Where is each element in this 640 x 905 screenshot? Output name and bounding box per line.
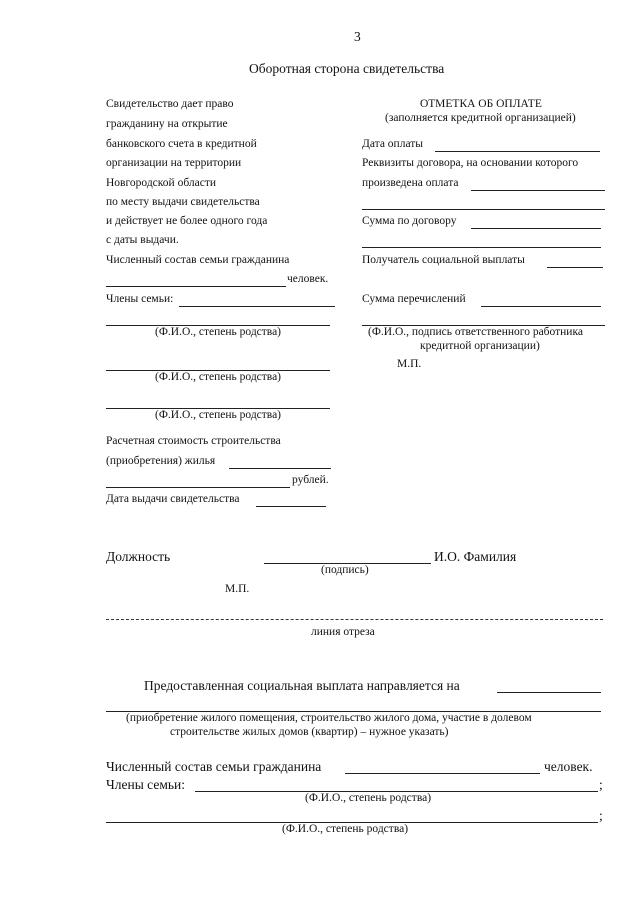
contract-label-2: произведена оплата bbox=[362, 177, 459, 189]
stamp-place: М.П. bbox=[225, 583, 250, 595]
stub-semicolon: ; bbox=[599, 808, 603, 823]
stub-people-label: человек. bbox=[544, 759, 593, 774]
left-text-line: банковского счета в кредитной bbox=[106, 138, 257, 150]
members-label: Члены семьи: bbox=[106, 293, 174, 305]
issue-date-label: Дата выдачи свидетельства bbox=[106, 493, 240, 505]
payment-direction-label: Предоставленная социальная выплата направляется на bbox=[144, 678, 460, 693]
cost-amount-field[interactable] bbox=[106, 487, 290, 488]
stub-family-size-field[interactable] bbox=[345, 773, 540, 774]
cost-label-2: (приобретения) жилья bbox=[106, 455, 216, 467]
left-text-line: Свидетельство дает право bbox=[106, 98, 234, 110]
transfer-sum-field[interactable] bbox=[481, 306, 601, 307]
left-text-line: с даты выдачи. bbox=[106, 234, 179, 246]
pay-date-field[interactable] bbox=[435, 151, 600, 152]
stub-family-size-label: Численный состав семьи гражданина bbox=[106, 759, 322, 774]
cut-dashed-line bbox=[106, 619, 603, 620]
page-title: Оборотная сторона свидетельства bbox=[249, 61, 445, 76]
left-text-line: Новгородской области bbox=[106, 177, 217, 189]
contract-sum-field-2[interactable] bbox=[362, 247, 601, 248]
member-1-hint: (Ф.И.О., степень родства) bbox=[154, 326, 282, 338]
contract-sum-field[interactable] bbox=[471, 228, 601, 229]
transfer-sum-label: Сумма перечислений bbox=[362, 293, 466, 305]
position-label: Должность bbox=[106, 549, 171, 564]
contract-field[interactable] bbox=[471, 190, 605, 191]
left-text-line: организации на территории bbox=[106, 157, 242, 169]
member-3-hint: (Ф.И.О., степень родства) bbox=[154, 409, 282, 421]
payment-direction-hint: (приобретение жилого помещения, строительство жилого дома, участие в долевом bbox=[126, 712, 532, 724]
payment-mark-heading: ОТМЕТКА ОБ ОПЛАТЕ bbox=[420, 98, 542, 110]
bank-signature-hint-2: кредитной организации) bbox=[420, 340, 540, 352]
bank-signature-hint: (Ф.И.О., подпись ответственного работника bbox=[368, 326, 583, 338]
member-2-hint: (Ф.И.О., степень родства) bbox=[154, 371, 282, 383]
stub-member-1-hint: (Ф.И.О., степень родства) bbox=[305, 792, 432, 804]
signature-hint: (подпись) bbox=[321, 564, 369, 576]
contract-sum-label: Сумма по договору bbox=[362, 215, 457, 227]
left-text-line: и действует не более одного года bbox=[106, 215, 268, 227]
recipient-field[interactable] bbox=[547, 267, 603, 268]
family-size-field[interactable] bbox=[106, 286, 286, 287]
contract-field-2[interactable] bbox=[362, 209, 605, 210]
payment-direction-hint-2: строительстве жилых домов (квартир) – нужное указать) bbox=[170, 726, 449, 738]
rubles-label: рублей. bbox=[292, 474, 329, 486]
cost-field[interactable] bbox=[229, 468, 331, 469]
left-text-line: по месту выдачи свидетельства bbox=[106, 196, 260, 208]
family-size-label: Численный состав семьи гражданина bbox=[106, 254, 290, 266]
stub-member-2-hint: (Ф.И.О., степень родства) bbox=[282, 823, 409, 835]
payment-mark-subheading: (заполняется кредитной организацией) bbox=[385, 112, 576, 124]
cost-label: Расчетная стоимость строительства bbox=[106, 435, 281, 447]
people-label: человек. bbox=[287, 273, 329, 285]
issue-date-field[interactable] bbox=[256, 506, 326, 507]
members-field[interactable] bbox=[179, 306, 335, 307]
pay-date-label: Дата оплаты bbox=[362, 138, 423, 150]
cut-line-label: линия отреза bbox=[311, 626, 375, 638]
stub-semicolon: ; bbox=[599, 777, 603, 792]
stamp-place-right: М.П. bbox=[397, 358, 422, 370]
page-number: 3 bbox=[354, 29, 361, 44]
recipient-label: Получатель социальной выплаты bbox=[362, 254, 525, 266]
left-text-line: гражданину на открытие bbox=[106, 118, 228, 130]
contract-label: Реквизиты договора, на основании которого bbox=[362, 157, 579, 169]
payment-direction-field[interactable] bbox=[497, 692, 601, 693]
signer-name: И.О. Фамилия bbox=[434, 549, 517, 564]
stub-members-label: Члены семьи: bbox=[106, 777, 185, 792]
